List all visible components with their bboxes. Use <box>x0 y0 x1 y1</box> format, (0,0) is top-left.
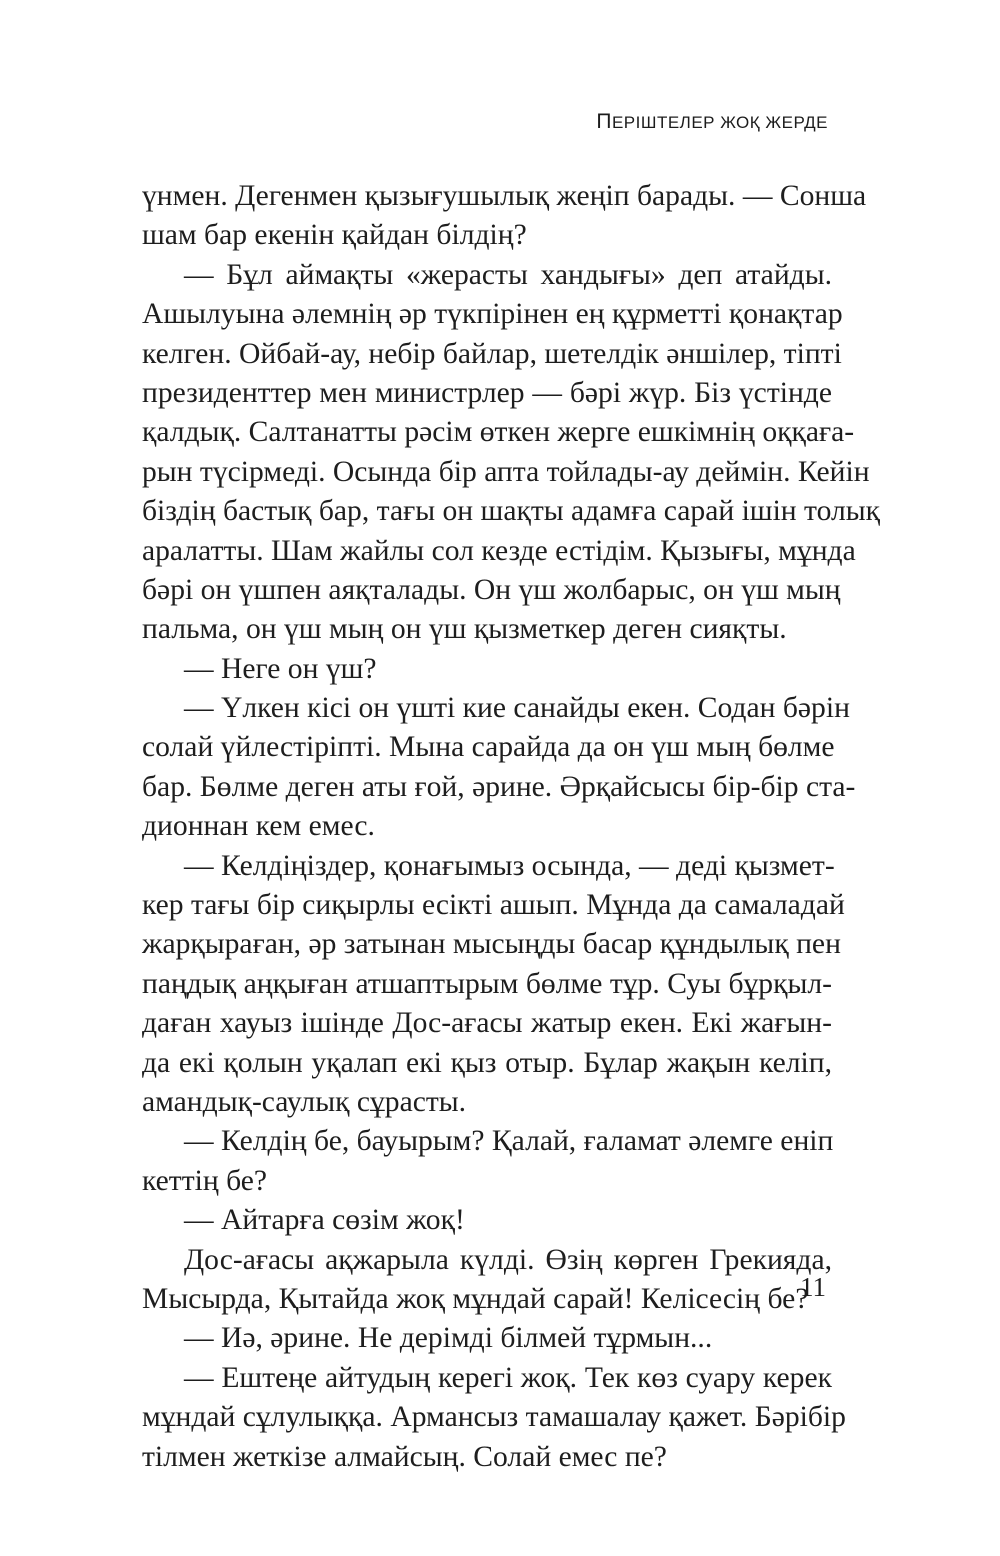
text-line: Ашылуына әлемнің әр түкпірінен ең құрметті қонақтар <box>142 298 843 331</box>
text-line: — Бұл аймақты «жерасты хандығы» деп атайды. <box>184 258 832 291</box>
text-line: — Келдіңіздер, қонағымыз осында, — деді қызмет- <box>184 849 835 882</box>
text-line: келген. Ойбай-ау, небір байлар, шетелдік әншілер, тіпті <box>142 337 842 370</box>
running-head-rest: ЕРІШТЕЛЕР ЖОҚ ЖЕРДЕ <box>611 113 828 132</box>
text-line: қалдық. Салтанатты рәсім өткен жерге ешкімнің оққаға- <box>142 416 855 449</box>
text-line: кер тағы бір сиқырлы есікті ашып. Мұнда да самаладай <box>142 889 845 922</box>
running-head <box>596 110 828 134</box>
body-text <box>142 177 881 1477</box>
running-head-initial: П <box>596 110 612 133</box>
page-number: 11 <box>800 1272 826 1302</box>
text-line: аралатты. Шам жайлы сол кезде естідім. Қызығы, мұнда <box>142 534 856 567</box>
text-line: Мысырда, Қытайда жоқ мұндай сарай! Келісесің бе? <box>142 1282 809 1315</box>
text-line: Дос-ағасы ақжарыла күлді. Өзің көрген Грекияда, <box>184 1243 832 1276</box>
text-line: даған хауыз ішінде Дос-ағасы жатыр екен. Екі жағын- <box>142 1007 832 1040</box>
text-line: президенттер мен министрлер — бәрі жүр. Біз үстінде <box>142 376 832 409</box>
text-line: біздің бастық бар, тағы он шақты адамға сарай ішін толық <box>142 495 881 528</box>
text-line: — Иә, әрине. Не дерімді білмей тұрмын... <box>184 1322 713 1355</box>
text-line: пальма, он үш мың он үш қызметкер деген сияқты. <box>142 613 787 646</box>
text-line: тілмен жеткізе алмайсың. Солай емес пе? <box>142 1440 667 1473</box>
text-line: да екі қолын уқалап екі қыз отыр. Бұлар жақын келіп, <box>142 1046 832 1079</box>
text-line: бәрі он үшпен аяқталады. Он үш жолбарыс, он үш мың <box>142 573 841 606</box>
text-line: кеттің бе? <box>142 1164 268 1197</box>
text-line: мұндай сұлулыққа. Армансыз тамашалау қажет. Бәрібір <box>142 1401 846 1434</box>
text-line: — Келдің бе, бауырым? Қалай, ғаламат әлемге еніп <box>184 1125 834 1158</box>
text-line: — Үлкен кісі он үшті кие санайды екен. Содан бәрін <box>184 692 850 725</box>
text-line: паңдық аңқыған атшаптырым бөлме тұр. Суы бұрқыл- <box>142 967 832 1000</box>
text-line: жарқыраған, әр затынан мысыңды басар құндылық пен <box>142 928 841 961</box>
text-line: рын түсірмеді. Осында бір апта тойлады-ау деймін. Кейін <box>142 455 870 488</box>
text-line: — Айтарға сөзім жоқ! <box>184 1204 465 1237</box>
text-line: — Ештеңе айтудың керегі жоқ. Тек көз суару керек <box>184 1361 832 1394</box>
text-line: солай үйлестіріпті. Мына сарайда да он үш мың бөлме <box>142 731 835 764</box>
text-line: бар. Бөлме деген аты ғой, әрине. Әрқайсысы бір-бір ста- <box>142 770 856 803</box>
text-line: — Неге он үш? <box>184 652 377 685</box>
text-line: амандық-саулық сұрасты. <box>142 1085 467 1118</box>
text-line: дионнан кем емес. <box>142 810 375 843</box>
text-line: үнмен. Дегенмен қызығушылық жеңіп барады. — Сонша <box>142 180 867 212</box>
text-line: шам бар екенін қайдан білдің? <box>142 219 527 252</box>
